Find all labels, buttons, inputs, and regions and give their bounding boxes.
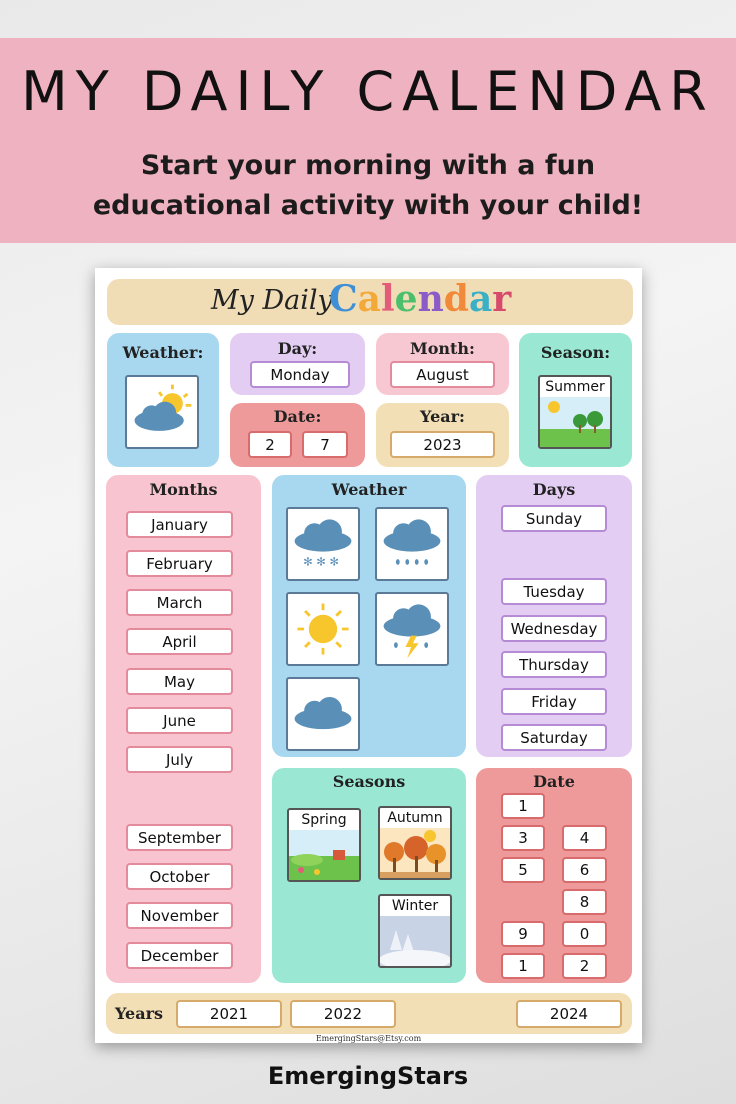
date-number-chip[interactable]: 5 [501, 857, 545, 883]
days-panel [476, 475, 632, 757]
calendar-letter: r [492, 278, 512, 320]
storm-cloud-icon [377, 594, 447, 664]
seasons-panel [272, 768, 466, 983]
month-chip[interactable]: March [126, 589, 233, 616]
day-chip[interactable]: Friday [501, 688, 607, 715]
season-tile-spring[interactable] [287, 808, 361, 882]
weather-current-label: Weather: [122, 343, 204, 362]
current-weather-tile[interactable] [125, 375, 199, 449]
date-number-chip[interactable]: 6 [562, 857, 607, 883]
partly-cloudy-icon [127, 377, 197, 447]
months-panel [106, 475, 261, 983]
poster-credit: EmergingStars@Etsy.com [315, 1034, 422, 1043]
season-tile-autumn[interactable] [378, 806, 452, 880]
day-chip[interactable]: Sunday [501, 505, 607, 532]
season-current-panel [519, 333, 632, 467]
year-current-panel [376, 403, 509, 467]
date-number-chip[interactable]: 0 [562, 921, 607, 947]
date-numbers-title: Date [533, 772, 575, 791]
year-current-label: Year: [420, 407, 465, 426]
footer-brand: EmergingStars [267, 1062, 469, 1090]
calendar-letter: e [394, 278, 418, 320]
day-chip[interactable]: Wednesday [501, 615, 607, 642]
date-current-panel [230, 403, 365, 467]
snow-cloud-icon [288, 509, 358, 579]
day-current-label: Day: [277, 339, 318, 358]
month-current-value[interactable]: August [390, 361, 495, 388]
date-number-chip[interactable]: 3 [501, 825, 545, 851]
date-current-digit[interactable]: 7 [302, 431, 348, 458]
years-label: Years [115, 1004, 164, 1023]
month-current-panel [376, 333, 509, 395]
month-chip[interactable]: January [126, 511, 233, 538]
season-current-label: Season: [540, 343, 611, 362]
weather-tile-sun[interactable] [286, 592, 360, 666]
date-numbers-panel [476, 768, 632, 983]
month-chip[interactable]: September [126, 824, 233, 851]
day-chip[interactable]: Tuesday [501, 578, 607, 605]
year-current-value[interactable]: 2023 [390, 431, 495, 458]
year-chip[interactable]: 2024 [516, 1000, 622, 1028]
month-chip[interactable]: July [126, 746, 233, 773]
day-chip[interactable]: Saturday [501, 724, 607, 751]
date-current-label: Date: [273, 407, 322, 426]
month-chip[interactable]: October [126, 863, 233, 890]
month-chip[interactable]: November [126, 902, 233, 929]
spring-icon [289, 830, 359, 880]
poster-header [107, 279, 633, 325]
months-title: Months [149, 480, 218, 499]
month-chip[interactable]: April [126, 628, 233, 655]
weather-tile-storm[interactable] [375, 592, 449, 666]
poster-header-calendar [329, 278, 511, 320]
day-chip[interactable]: Thursday [501, 651, 607, 678]
calendar-letter: C [329, 278, 358, 320]
calendar-letter: n [417, 278, 444, 320]
weather-tile-snow[interactable] [286, 507, 360, 581]
month-chip[interactable]: May [126, 668, 233, 695]
date-number-chip[interactable]: 4 [562, 825, 607, 851]
date-current-digit[interactable]: 2 [248, 431, 292, 458]
calendar-letter: a [357, 278, 381, 320]
calendar-letter: d [443, 278, 469, 320]
date-number-chip[interactable]: 1 [501, 793, 545, 819]
season-label: Spring [301, 812, 347, 828]
years-panel [106, 993, 632, 1034]
date-number-chip[interactable]: 8 [562, 889, 607, 915]
seasons-title: Seasons [332, 772, 406, 791]
banner-title: MY DAILY CALENDAR [21, 60, 715, 123]
poster-header-script: My Daily [211, 285, 333, 316]
current-season-value: Summer [545, 379, 605, 395]
calendar-letter: a [468, 278, 493, 320]
rain-cloud-icon [377, 509, 447, 579]
month-chip[interactable]: February [126, 550, 233, 577]
day-current-panel [230, 333, 365, 395]
month-current-label: Month: [410, 339, 475, 358]
winter-icon [380, 916, 450, 966]
date-number-chip[interactable]: 1 [501, 953, 545, 979]
month-chip[interactable]: June [126, 707, 233, 734]
date-number-chip[interactable]: 2 [562, 953, 607, 979]
weather-title: Weather [331, 480, 407, 499]
calendar-letter: l [380, 278, 395, 320]
svg-text:✻ ✻ ✻: ✻ ✻ ✻ [303, 554, 339, 569]
weather-panel [272, 475, 466, 757]
year-chip[interactable]: 2022 [290, 1000, 396, 1028]
weather-tile-cloud[interactable] [286, 677, 360, 751]
date-number-chip[interactable]: 9 [501, 921, 545, 947]
sun-icon [288, 594, 358, 664]
year-chip[interactable]: 2021 [176, 1000, 282, 1028]
month-chip[interactable]: December [126, 942, 233, 969]
day-current-value[interactable]: Monday [250, 361, 350, 388]
season-label: Winter [391, 898, 439, 914]
season-label: Autumn [387, 810, 443, 826]
summer-icon [540, 397, 610, 447]
weather-tile-rain[interactable] [375, 507, 449, 581]
cloud-icon [288, 679, 358, 749]
season-tile-winter[interactable] [378, 894, 452, 968]
weather-current-panel [107, 333, 219, 467]
banner-subtitle-line2: educational activity with your child! [92, 190, 644, 221]
banner-subtitle-line1: Start your morning with a fun [140, 150, 596, 181]
current-season-tile[interactable] [538, 375, 612, 449]
days-title: Days [532, 480, 576, 499]
autumn-icon [380, 828, 450, 878]
